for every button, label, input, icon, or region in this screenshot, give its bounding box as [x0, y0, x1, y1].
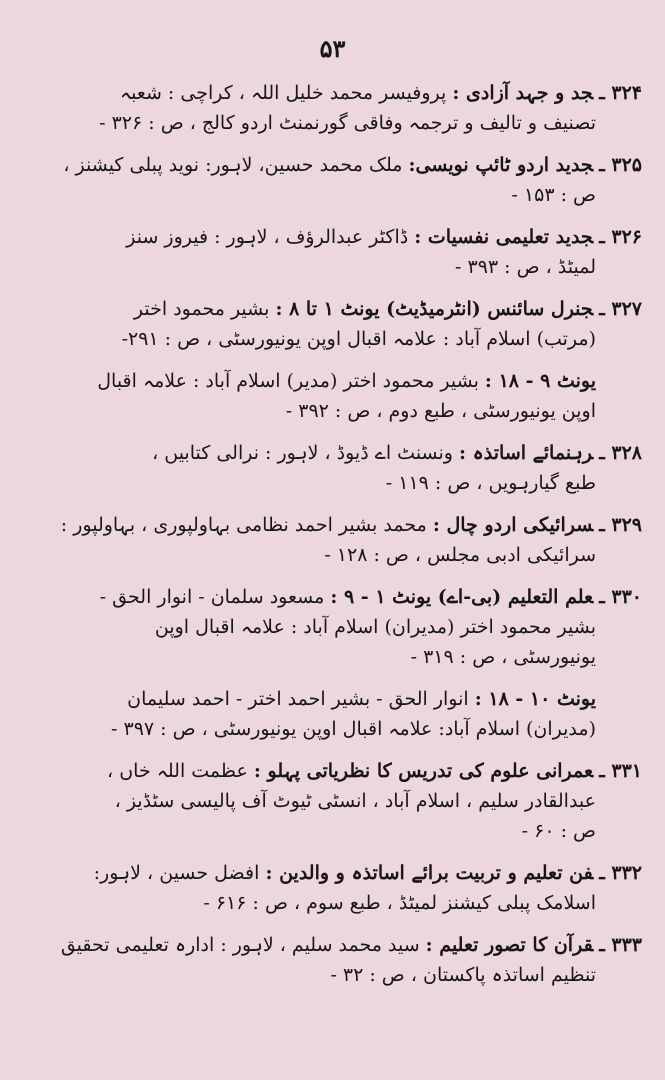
entry-first-line — [30, 930, 642, 960]
page-number: ۵۳ — [319, 34, 346, 63]
bibliography-entry — [30, 582, 642, 672]
entry-spacer — [30, 570, 642, 582]
entry-title: رہنمائے اساتذہ : — [459, 442, 594, 464]
entry-details: ملک محمد حسین، لاہور: نوید پبلی کیشنز ، — [63, 154, 409, 176]
bibliography-entry — [30, 78, 642, 138]
entry-details: پروفیسر محمد خلیل اللہ ، کراچی : شعبہ — [119, 82, 453, 104]
bibliography-entry — [30, 510, 642, 570]
entry-continuation-line: ص : ۱۵۳ - — [511, 184, 596, 206]
entry-spacer — [30, 672, 642, 684]
entry-title: یونٹ ۹ - ۱۸ : — [484, 370, 596, 392]
entry-continuation-line: تنظیم اساتذہ پاکستان ، ص : ۳۲ - — [330, 964, 596, 986]
entry-number: ۳۲۵ ـ — [599, 154, 642, 176]
entry-title: علم التعلیم (بی-اے) یونٹ ۱ - ۹ : — [330, 586, 594, 608]
entry-number: ۳۲۴ ـ — [599, 82, 642, 104]
bibliography-entry — [30, 222, 642, 282]
entry-continuation-line: اوپن یونیورسٹی ، طبع دوم ، ص : ۳۹۲ - — [285, 400, 596, 422]
entry-continuation-line: عبدالقادر سلیم ، اسلام آباد ، انسٹی ٹیوٹ آف پالیسی سٹڈیز ، — [114, 790, 596, 812]
entry-spacer — [30, 426, 642, 438]
entry-first-line — [30, 684, 642, 714]
entry-details: ونسنٹ اے ڈیوڈ ، لاہور : نرالی کتابیں ، — [152, 442, 460, 464]
bibliography-entry — [30, 756, 642, 846]
entry-spacer — [30, 744, 642, 756]
entry-details: ڈاکٹر عبدالرؤف ، لاہور : فیروز سنز — [126, 226, 415, 248]
entry-first-line — [30, 150, 642, 180]
entry-first-line — [30, 294, 642, 324]
entry-continuation-line: لمیٹڈ ، ص : ۳۹۳ - — [455, 256, 596, 278]
entry-spacer — [30, 138, 642, 150]
entry-spacer — [30, 918, 642, 930]
entry-first-line — [30, 366, 642, 396]
entry-continuation-line: تصنیف و تالیف و ترجمہ وفاقی گورنمنٹ اردو کالج ، ص : ۳۲۶ - — [99, 112, 596, 134]
entry-continuation-line: (مرتب) اسلام آباد : علامہ اقبال اوپن یونیورسٹی ، ص : ۲۹۱- — [121, 328, 596, 350]
entry-details: انوار الحق - بشیر احمد اختر - احمد سلیمان — [127, 688, 475, 710]
entry-title: جدید اردو ٹائپ نویسی: — [408, 154, 594, 176]
entry-title: قرآن کا تصور تعلیم : — [425, 934, 594, 956]
entry-title: جد و جہد آزادی : — [452, 82, 594, 104]
entry-title: یونٹ ۱۰ - ۱۸ : — [474, 688, 596, 710]
bibliography-entry — [30, 438, 642, 498]
bibliography-entry — [30, 930, 642, 990]
entry-details: مسعود سلمان - انوار الحق - — [99, 586, 331, 608]
entry-number: ۳۳۲ ـ — [599, 862, 642, 884]
entry-spacer — [30, 498, 642, 510]
entry-title: جنرل سائنس (انٹرمیڈیٹ) یونٹ ۱ تا ۸ : — [275, 298, 594, 320]
entry-first-line — [30, 510, 642, 540]
entry-number: ۳۳۳ ـ — [599, 934, 642, 956]
entry-number: ۳۲۷ ـ — [599, 298, 642, 320]
bibliography-entry — [30, 150, 642, 210]
bibliography-entry — [30, 858, 642, 918]
bibliography-list — [30, 78, 642, 1002]
entry-number: ۳۲۹ ـ — [599, 514, 642, 536]
entry-continuation-line: سرائیکی ادبی مجلس ، ص : ۱۲۸ - — [324, 544, 596, 566]
entry-first-line — [30, 582, 642, 612]
entry-first-line — [30, 858, 642, 888]
entry-title: جدید تعلیمی نفسیات : — [414, 226, 594, 248]
entry-details: سید محمد سلیم ، لاہور : ادارہ تعلیمی تحقیق — [60, 934, 426, 956]
entry-spacer — [30, 210, 642, 222]
entry-first-line — [30, 222, 642, 252]
entry-title: فن تعلیم و تربیت برائے اساتذہ و والدین : — [265, 862, 594, 884]
entry-details: بشیر محمود اختر (مدیر) اسلام آباد : علامہ اقبال — [97, 370, 485, 392]
entry-continuation-line: طبع گیارہویں ، ص : ۱۱۹ - — [385, 472, 596, 494]
entry-details: افضل حسین ، لاہور: — [93, 862, 266, 884]
entry-spacer — [30, 354, 642, 366]
entry-details: بشیر محمود اختر — [133, 298, 276, 320]
entry-first-line — [30, 438, 642, 468]
entry-title: عمرانی علوم کی تدریس کا نظریاتی پہلو : — [253, 760, 594, 782]
entry-number: ۳۳۰ ـ — [599, 586, 642, 608]
entry-first-line — [30, 756, 642, 786]
entry-continuation-line: (مدیران) اسلام آباد: علامہ اقبال اوپن یونیورسٹی ، ص : ۳۹۷ - — [111, 718, 596, 740]
entry-continuation-line: بشیر محمود اختر (مدیران) اسلام آباد : علامہ اقبال اوپن — [154, 616, 596, 638]
entry-number: ۳۲۸ ـ — [599, 442, 642, 464]
entry-continuation-line: اسلامک پبلی کیشنز لمیٹڈ ، طبع سوم ، ص : ۶۱۶ - — [203, 892, 596, 914]
bibliography-entry — [30, 684, 642, 744]
entry-continuation-line: ص : ۶۰ - — [521, 820, 596, 842]
entry-spacer — [30, 846, 642, 858]
bibliography-entry — [30, 294, 642, 354]
entry-title: سرائیکی اردو چال : — [432, 514, 594, 536]
entry-number: ۳۳۱ ـ — [599, 760, 642, 782]
bibliography-entry — [30, 366, 642, 426]
entry-spacer — [30, 990, 642, 1002]
entry-spacer — [30, 282, 642, 294]
entry-continuation-line: یونیورسٹی ، ص : ۳۱۹ - — [410, 646, 596, 668]
entry-details: محمد بشیر احمد نظامی بہاولپوری ، بہاولپور : — [60, 514, 433, 536]
entry-details: عظمت اللہ خاں ، — [107, 760, 254, 782]
entry-number: ۳۲۶ ـ — [599, 226, 642, 248]
entry-first-line — [30, 78, 642, 108]
